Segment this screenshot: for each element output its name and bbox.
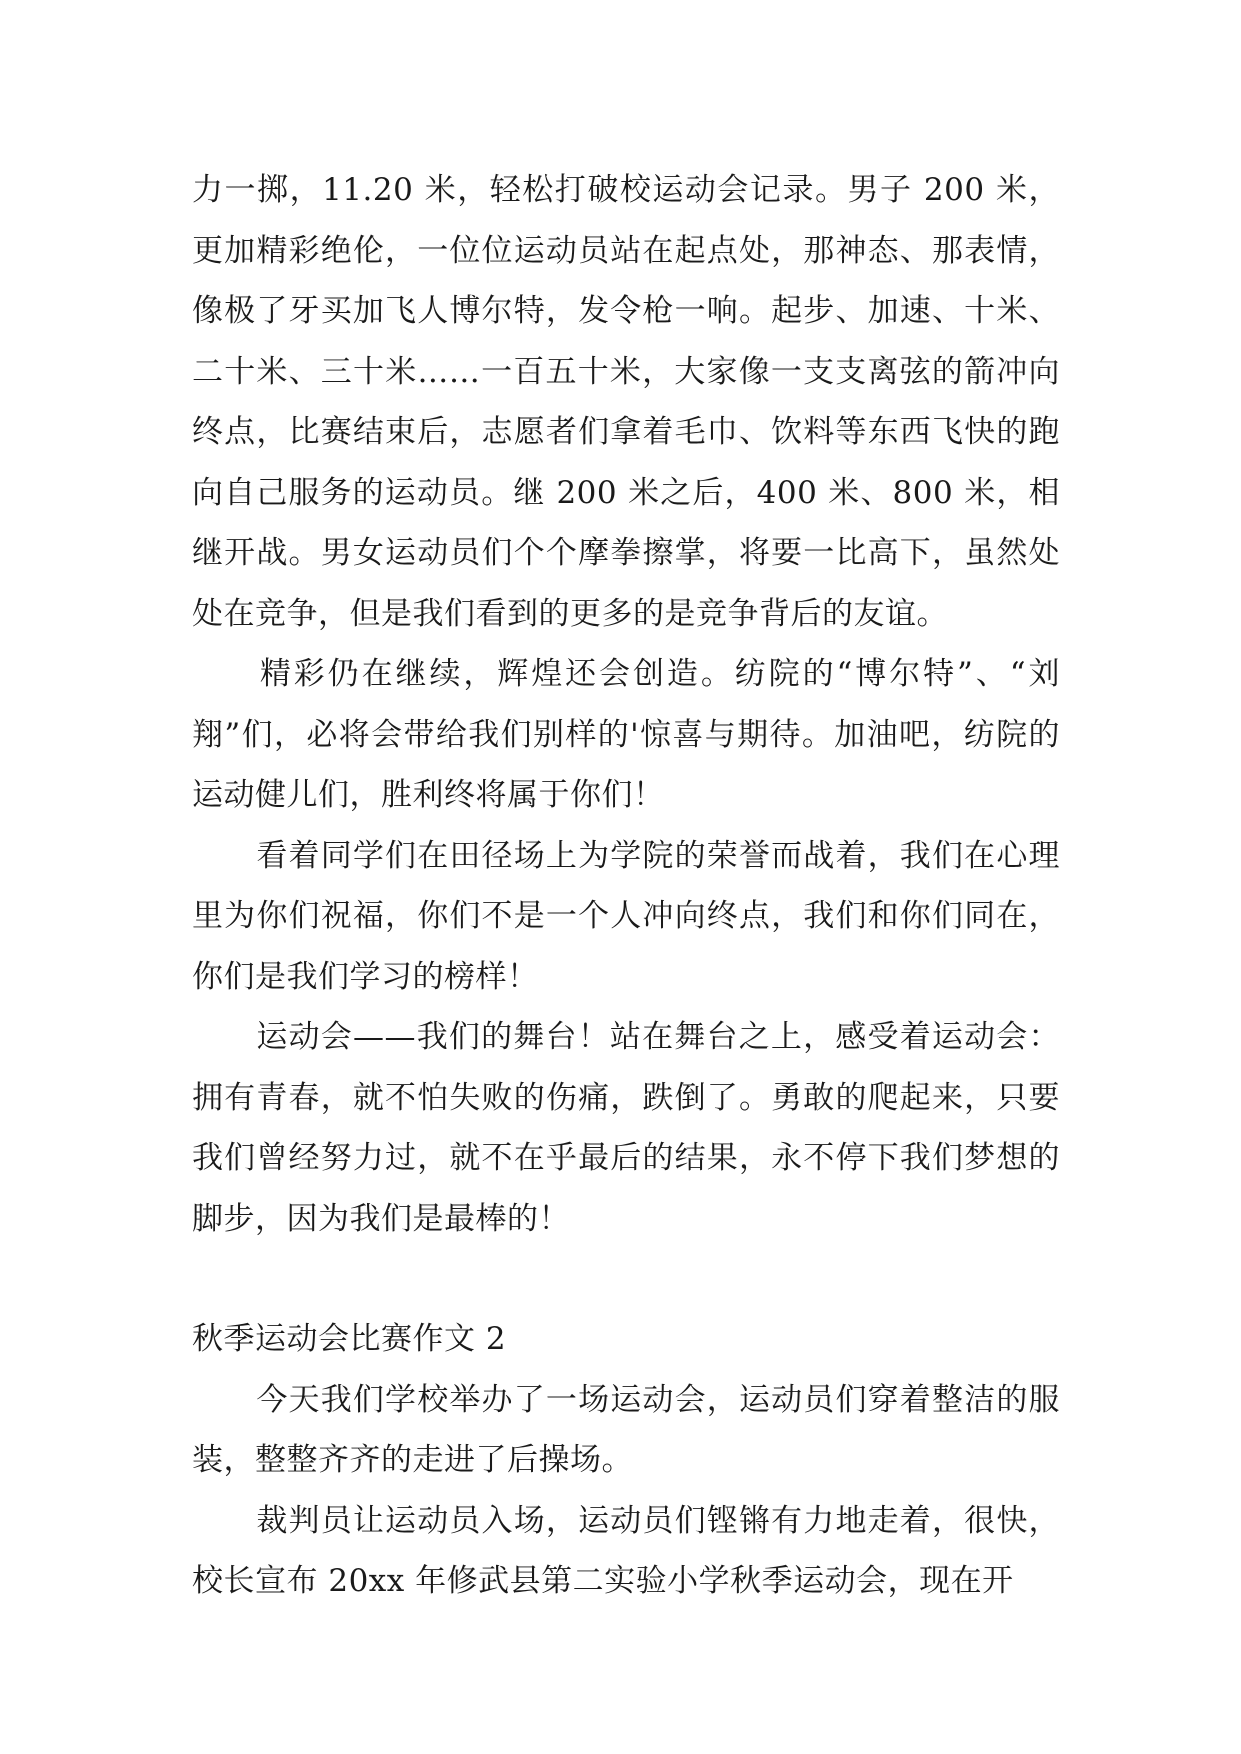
- section-title: 秋季运动会比赛作文 2: [192, 1321, 507, 1357]
- paragraph: 看着同学们在田径场上为学院的荣誉而战着，我们在心理里为你们祝福，你们不是一个人冲向终点，我们和你们同在，你们是我们学习的榜样！: [192, 837, 1060, 995]
- paragraph: 运动会——我们的舞台！站在舞台之上，感受着运动会：拥有青春，就不怕失败的伤痛，跌倒了。勇敢的爬起来，只要我们曾经努力过，就不在乎最后的结果，永不停下我们梦想的脚步，因为我们是最棒的！: [192, 1019, 1060, 1237]
- paragraph: 精彩仍在继续，辉煌还会创造。纺院的“博尔特”、“刘翔”们，必将会带给我们别样的'惊喜与期待。加油吧，纺院的运动健儿们，胜利终将属于你们！: [192, 656, 1060, 813]
- paragraph: 力一掷，11.20 米，轻松打破校运动会记录。男子 200 米，更加精彩绝伦，一位位运动员站在起点处，那神态、那表情，像极了牙买加飞人博尔特，发令枪一响。起步、加速、十米、二十米、三十米……一百五十米，大家像一支支离弦的箭冲向终点，比赛结束后，志愿者们拿着毛巾、饮料等东西飞快的跑向自己服务的运动员。继 200 米之后，400 米、800 米，相继开战。男女运动员们个个摩拳擦掌，将要一比高下，虽然处处在竞争，但是我们看到的更多的是竞争背后的友谊。: [192, 172, 1060, 632]
- paragraph: 今天我们学校举办了一场运动会，运动员们穿着整洁的服装，整整齐齐的走进了后操场。: [192, 1381, 1060, 1478]
- paragraph: 裁判员让运动员入场，运动员们铿锵有力地走着，很快，校长宣布 20xx 年修武县第二实验小学秋季运动会，现在开: [192, 1502, 1060, 1599]
- document-body: [192, 160, 1060, 1612]
